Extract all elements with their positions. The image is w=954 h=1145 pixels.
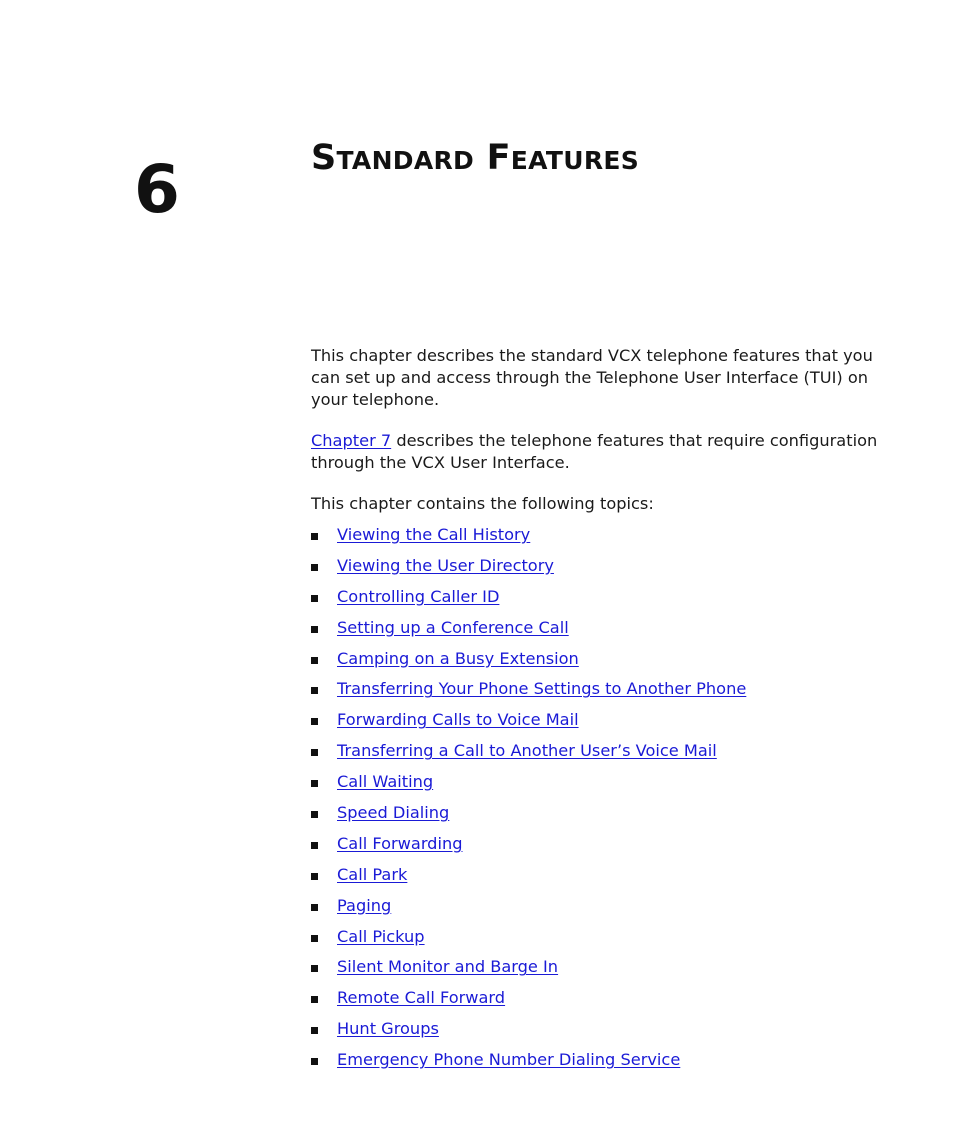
- topic-item: [311, 987, 901, 1018]
- topic-link[interactable]: Speed Dialing: [337, 803, 450, 823]
- topic-link[interactable]: Forwarding Calls to Voice Mail: [337, 710, 579, 730]
- topic-link[interactable]: Call Pickup: [337, 926, 425, 946]
- square-bullet-icon: [311, 595, 318, 602]
- topic-item: [311, 740, 901, 771]
- topic-item: [311, 617, 901, 648]
- chapter-body: [311, 345, 901, 1080]
- topic-item: [311, 709, 901, 740]
- square-bullet-icon: [311, 564, 318, 571]
- square-bullet-icon: [311, 996, 318, 1003]
- topic-link[interactable]: Viewing the Call History: [337, 525, 531, 544]
- square-bullet-icon: [311, 935, 318, 942]
- square-bullet-icon: [311, 749, 318, 756]
- topic-item: [311, 833, 901, 864]
- square-bullet-icon: [311, 811, 318, 818]
- square-bullet-icon: [311, 965, 318, 972]
- square-bullet-icon: [311, 780, 318, 787]
- topic-item: [311, 802, 901, 833]
- topic-link[interactable]: Silent Monitor and Barge In: [337, 957, 559, 977]
- square-bullet-icon: [311, 626, 318, 633]
- intro-paragraph: This chapter describes the standard VCX telephone features that you can set up and access through the Telephone User Interface (TUI) on your telephone.: [311, 346, 873, 409]
- topic-link[interactable]: Transferring Your Phone Settings to Another Phone: [337, 679, 747, 699]
- topic-link[interactable]: Controlling Caller ID: [337, 586, 500, 606]
- topic-link[interactable]: Setting up a Conference Call: [337, 617, 569, 637]
- topic-link[interactable]: Emergency Phone Number Dialing Service: [337, 1050, 681, 1070]
- topic-link[interactable]: Camping on a Busy Extension: [337, 648, 579, 668]
- square-bullet-icon: [311, 842, 318, 849]
- chapter-number: 6: [134, 151, 180, 228]
- square-bullet-icon: [311, 687, 318, 694]
- topic-link[interactable]: Remote Call Forward: [337, 988, 506, 1008]
- square-bullet-icon: [311, 533, 318, 540]
- chapter-reference-text: describes the telephone features that require configuration through the VCX User Interface.: [311, 431, 878, 472]
- chapter-title: Standard Features: [311, 138, 640, 178]
- square-bullet-icon: [311, 873, 318, 880]
- topic-link[interactable]: Viewing the User Directory: [337, 555, 554, 575]
- square-bullet-icon: [311, 904, 318, 911]
- topic-link[interactable]: Hunt Groups: [337, 1019, 439, 1039]
- topic-item: [311, 956, 901, 987]
- square-bullet-icon: [311, 1058, 318, 1065]
- topic-link[interactable]: Paging: [337, 895, 392, 915]
- chapter-7-link[interactable]: Chapter 7: [311, 431, 392, 450]
- topic-item: [311, 524, 901, 555]
- topic-link[interactable]: Call Forwarding: [337, 833, 463, 853]
- topics-intro: This chapter contains the following topics:: [311, 494, 654, 513]
- topic-item: [311, 1049, 901, 1080]
- topic-item: [311, 555, 901, 586]
- square-bullet-icon: [311, 1027, 318, 1034]
- topic-item: [311, 864, 901, 895]
- topic-item: [311, 678, 901, 709]
- topic-link[interactable]: Call Waiting: [337, 772, 434, 792]
- topic-item: [311, 586, 901, 617]
- topic-item: [311, 926, 901, 957]
- topic-item: [311, 648, 901, 679]
- topic-link[interactable]: Transferring a Call to Another User’s Voice Mail: [337, 741, 717, 761]
- topic-item: [311, 895, 901, 926]
- topic-link[interactable]: Call Park: [337, 864, 408, 884]
- topic-list: [311, 524, 901, 1080]
- chapter-reference-paragraph: [311, 430, 901, 474]
- square-bullet-icon: [311, 657, 318, 664]
- square-bullet-icon: [311, 718, 318, 725]
- topic-item: [311, 771, 901, 802]
- topic-item: [311, 1018, 901, 1049]
